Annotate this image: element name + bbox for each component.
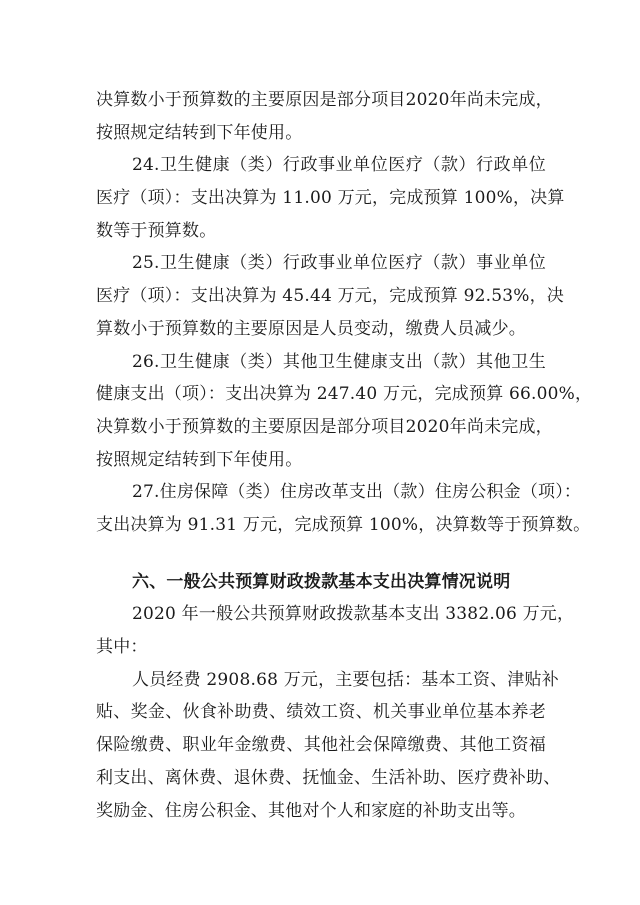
text-line: 按照规定结转到下年使用。: [96, 123, 303, 143]
text-line: 支出决算为 91.31 万元，完成预算 100%，决算数等于预算数。: [96, 515, 591, 535]
text-line: 算数小于预算数的主要原因是人员变动，缴费人员减少。: [96, 319, 526, 339]
text-line: 按照规定结转到下年使用。: [96, 450, 303, 470]
text-line: 健康支出（项）：支出决算为 247.40 万元，完成预算 66.00%，: [96, 384, 593, 404]
section-24-line: 24.卫生健康（类）行政事业单位医疗（款）行政单位: [132, 155, 546, 175]
text-line: 人员经费 2908.68 万元，主要包括：基本工资、津贴补: [132, 670, 559, 690]
text-line: 2020 年一般公共预算财政拨款基本支出 3382.06 万元，: [132, 604, 575, 624]
text-line: 决算数小于预算数的主要原因是部分项目2020年尚未完成，: [96, 90, 553, 110]
text-line: 利支出、离休费、退休费、抚恤金、生活补助、医疗费补助、: [96, 768, 561, 788]
section-26-line: 26.卫生健康（类）其他卫生健康支出（款）其他卫生: [132, 352, 546, 372]
section-25-line: 25.卫生健康（类）行政事业单位医疗（款）事业单位: [132, 253, 546, 273]
text-line: 贴、奖金、伙食补助费、绩效工资、机关事业单位基本养老: [96, 702, 546, 722]
text-line: 其中：: [96, 637, 148, 657]
section-heading: 六、一般公共预算财政拨款基本支出决算情况说明: [132, 572, 511, 592]
section-27-line: 27.住房保障（类）住房改革支出（款）住房公积金（项）：: [132, 482, 582, 502]
text-line: 奖励金、住房公积金、其他对个人和家庭的补助支出等。: [96, 801, 526, 821]
text-line: 数等于预算数。: [96, 221, 217, 241]
text-line: 保险缴费、职业年金缴费、其他社会保障缴费、其他工资福: [96, 735, 546, 755]
text-line: 医疗（项）：支出决算为 11.00 万元，完成预算 100%，决算: [96, 188, 565, 208]
text-line: 医疗（项）：支出决算为 45.44 万元，完成预算 92.53%，决: [96, 286, 564, 306]
text-line: 决算数小于预算数的主要原因是部分项目2020年尚未完成，: [96, 417, 553, 437]
